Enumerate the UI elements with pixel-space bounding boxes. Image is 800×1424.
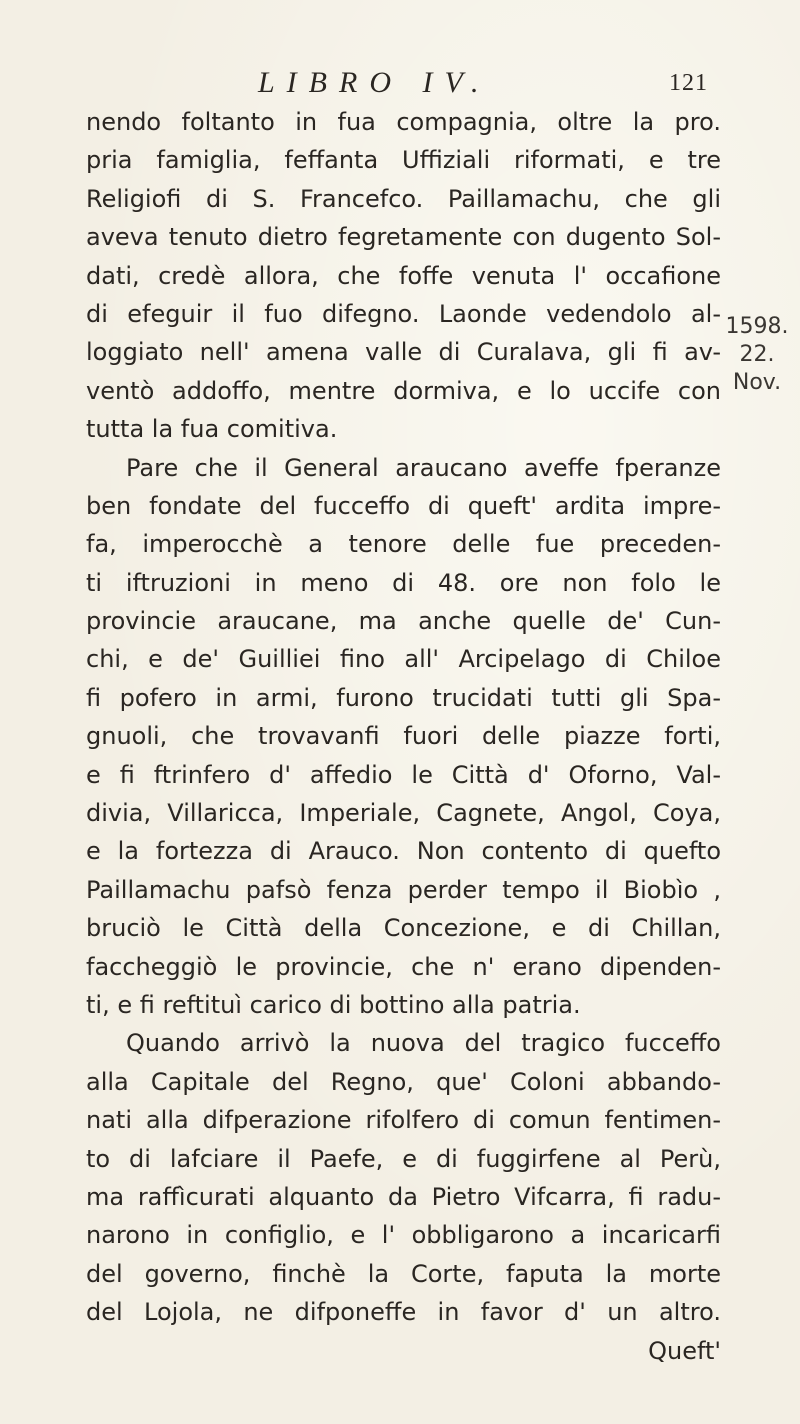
body-text (86, 103, 721, 1370)
text-line: fi pofero in armi, furono trucidati tutti gli Spa- (86, 683, 721, 712)
margin-day: 22. (739, 342, 775, 367)
margin-year: 1598. (725, 314, 789, 339)
text-line: del governo, finchè la Corte, faputa la morte (86, 1259, 721, 1288)
text-line: provincie araucane, ma anche quelle de' Cun- (86, 607, 721, 636)
text-line: faccheggiò le provincie, che n' erano dipenden- (86, 952, 721, 981)
margin-month: Nov. (732, 370, 782, 395)
text-line: nendo foltanto in fua compagnia, oltre la pro. (86, 108, 721, 136)
text-line: Paillamachu pafsò fenza perder tempo il Biobìo , (86, 875, 721, 904)
text-line: Quando arrivò la nuova del tragico fucceffo (126, 1029, 721, 1058)
text-line: divia, Villaricca, Imperiale, Cagnete, Angol, Coya, (86, 799, 721, 828)
text-line: alla Capitale del Regno, que' Coloni abbando- (86, 1067, 721, 1096)
text-line: tutta la fua comitiva. (86, 415, 338, 444)
text-line: aveva tenuto dietro fegretamente con dugento Sol- (86, 223, 721, 252)
text-line: to di lafciare il Paefe, e di fuggirfene al Perù, (86, 1144, 721, 1173)
page-header (258, 66, 708, 106)
text-line: e fi ftrinfero d' affedio le Città d' Oforno, Val- (86, 760, 721, 789)
text-line: di efeguir il fuo difegno. Laonde vedendolo al- (86, 299, 721, 328)
text-line: Religiofi di S. Francefco. Paillamachu, che gli (86, 184, 721, 213)
text-line: ma raffìcurati alquanto da Pietro Vifcarra, fi radu- (86, 1182, 721, 1211)
page-number: 121 (669, 70, 708, 96)
text-line: gnuoli, che trovavanfi fuori delle piazze forti, (86, 722, 721, 751)
running-head: LIBRO IV. (258, 66, 491, 99)
text-line: ventò addoffo, mentre dormiva, e lo uccife con (86, 376, 721, 405)
text-line: Pare che il General araucano aveffe fperanze (126, 453, 721, 482)
catchword: Queft' (648, 1336, 721, 1365)
text-line: loggiato nell' amena valle di Curalava, gli fi av- (86, 338, 721, 367)
text-line: dati, credè allora, che foffe venuta l' occafione (86, 261, 721, 290)
text-line: e la fortezza di Arauco. Non contento di quefto (86, 837, 721, 866)
text-line: del Lojola, ne difponeffe in favor d' un altro. (86, 1298, 721, 1327)
text-line: ti, e fi reftituì carico di bottino alla patria. (86, 990, 581, 1019)
text-line: chi, e de' Guilliei fino all' Arcipelago di Chiloe (86, 645, 721, 674)
text-line: pria famiglia, feffanta Uffiziali riformati, e tre (86, 146, 721, 175)
margin-date-note (722, 313, 792, 397)
text-line: fa, imperocchè a tenore delle fue preceden- (86, 530, 721, 559)
text-line: nati alla difperazione rifolfero di comun fentimen- (86, 1106, 721, 1135)
text-line: narono in configlio, e l' obbligarono a incaricarfi (86, 1221, 721, 1250)
text-line: bruciò le Città della Concezione, e di Chillan, (86, 914, 721, 943)
text-line: ben fondate del fucceffo di queft' ardita impre- (86, 491, 721, 520)
text-line: ti iftruzioni in meno di 48. ore non folo le (86, 568, 721, 597)
